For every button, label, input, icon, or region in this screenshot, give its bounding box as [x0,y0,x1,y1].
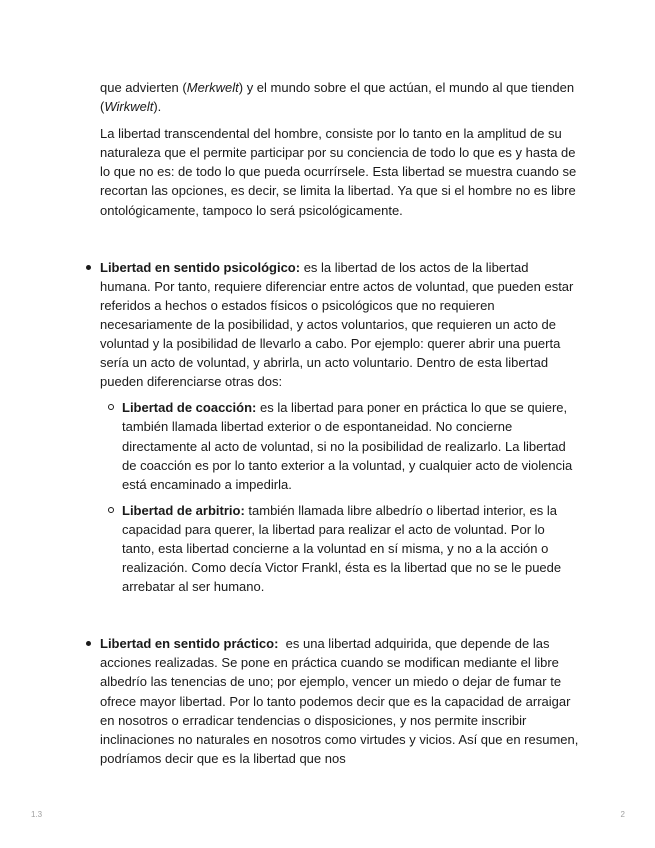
intro-text: que advierten ( [100,80,187,95]
intro-text: ). [153,99,162,115]
bullet-practico-text [100,634,580,768]
intro-paragraph [100,78,580,116]
bullet-psicologico [100,258,580,597]
sub-bullet-label: Libertad de coacción: [122,400,257,416]
page-number: 2 [620,810,625,819]
transcendental-paragraph: La libertad transcendental del hombre, consiste por lo tanto en la amplitud de su naturaleza que el permite participar por su conciencia de todo lo que es y hasta de lo que no es: de todo lo que pueda ocurrírsele. Esta libertad se muestra cuando se recortan las opciones, es decir, se limita la libertad. Ya que si el hombre no es libre ontológicamente, tampoco lo será psicológicamente. [100,126,577,218]
circle-bullet-icon [108,507,114,513]
bullet-body: es la libertad de los actos de la libertad humana. Por tanto, requiere diferenciar entre actos de voluntad, que pueden estar referidos a hechos o estados físicos o psicológicos que no requieren necesariamente de la posibilidad, y actos voluntarios, que requieren un acto de voluntad y la posibilidad de llevarlo a cabo. Por ejemplo: querer abrir una puerta sería un acto de voluntad, y abrirla, un acto voluntario. Dentro de esta libertad pueden diferenciarse otras dos: [100,259,574,390]
bullet-body: es una libertad adquirida, que depende de las acciones realizadas. Se pone en práctica cuando se modifican mediante el libre albedrío las tenencias de uno; por ejemplo, vencer un miedo o dejar de fumar te ofrece mayor libertad. Por lo tanto podemos decir que es la capacidad de arraigar en nosotros o erradicar tendencias o disposiciones, y nos permite inscribir inclinaciones no naturales en nosotros como virtudes y vicios. Así que en resumen, podríamos decir que es la libertad que nos [100,636,582,766]
document-body [100,78,580,768]
sub-bullet-coaccion [122,398,580,493]
bullet-dot-icon [86,641,91,646]
term-wirkwelt: Wirkwelt [104,99,154,115]
sub-bullet-body: también llamada libre albedrío o libertad interior, es la capacidad para querer, la libertad para realizar el acto de voluntad. Por lo tanto, esta libertad concierne a la voluntad en sí misma, y no a la acción o realización. Como decía Victor Frankl, ésta es la libertad que no se le puede arrebatar al ser humano. [122,502,562,595]
circle-bullet-icon [108,404,114,410]
term-merkwelt: Merkwelt [186,80,239,95]
page-footer-left: 1.3 [31,810,43,819]
bullet-psicologico-text [100,258,580,392]
sub-bullet-label: Libertad de arbitrio: [122,502,245,518]
intro-text: ) y el mundo sobre el que actúan, el mundo al que tienden ( [100,80,575,115]
sub-bullet-text [122,501,580,596]
bullet-label: Libertad en sentido psicológico: [100,259,301,275]
sub-bullet-text [122,398,580,493]
bullet-practico [100,634,580,768]
sub-bullet-arbitrio [122,501,580,596]
sub-bullet-body: es la libertad para poner en práctica lo que se quiere, también llamada libertad exterior o de espontaneidad. No concierne directamente al acto de voluntad, si no la posibilidad de realizarlo. La libertad de coacción es por lo tanto exterior a la voluntad, y cualquier acto de violencia está encaminado a impedirla. [122,400,573,492]
bullet-label: Libertad en sentido práctico: [100,636,279,652]
bullet-dot-icon [86,265,91,270]
